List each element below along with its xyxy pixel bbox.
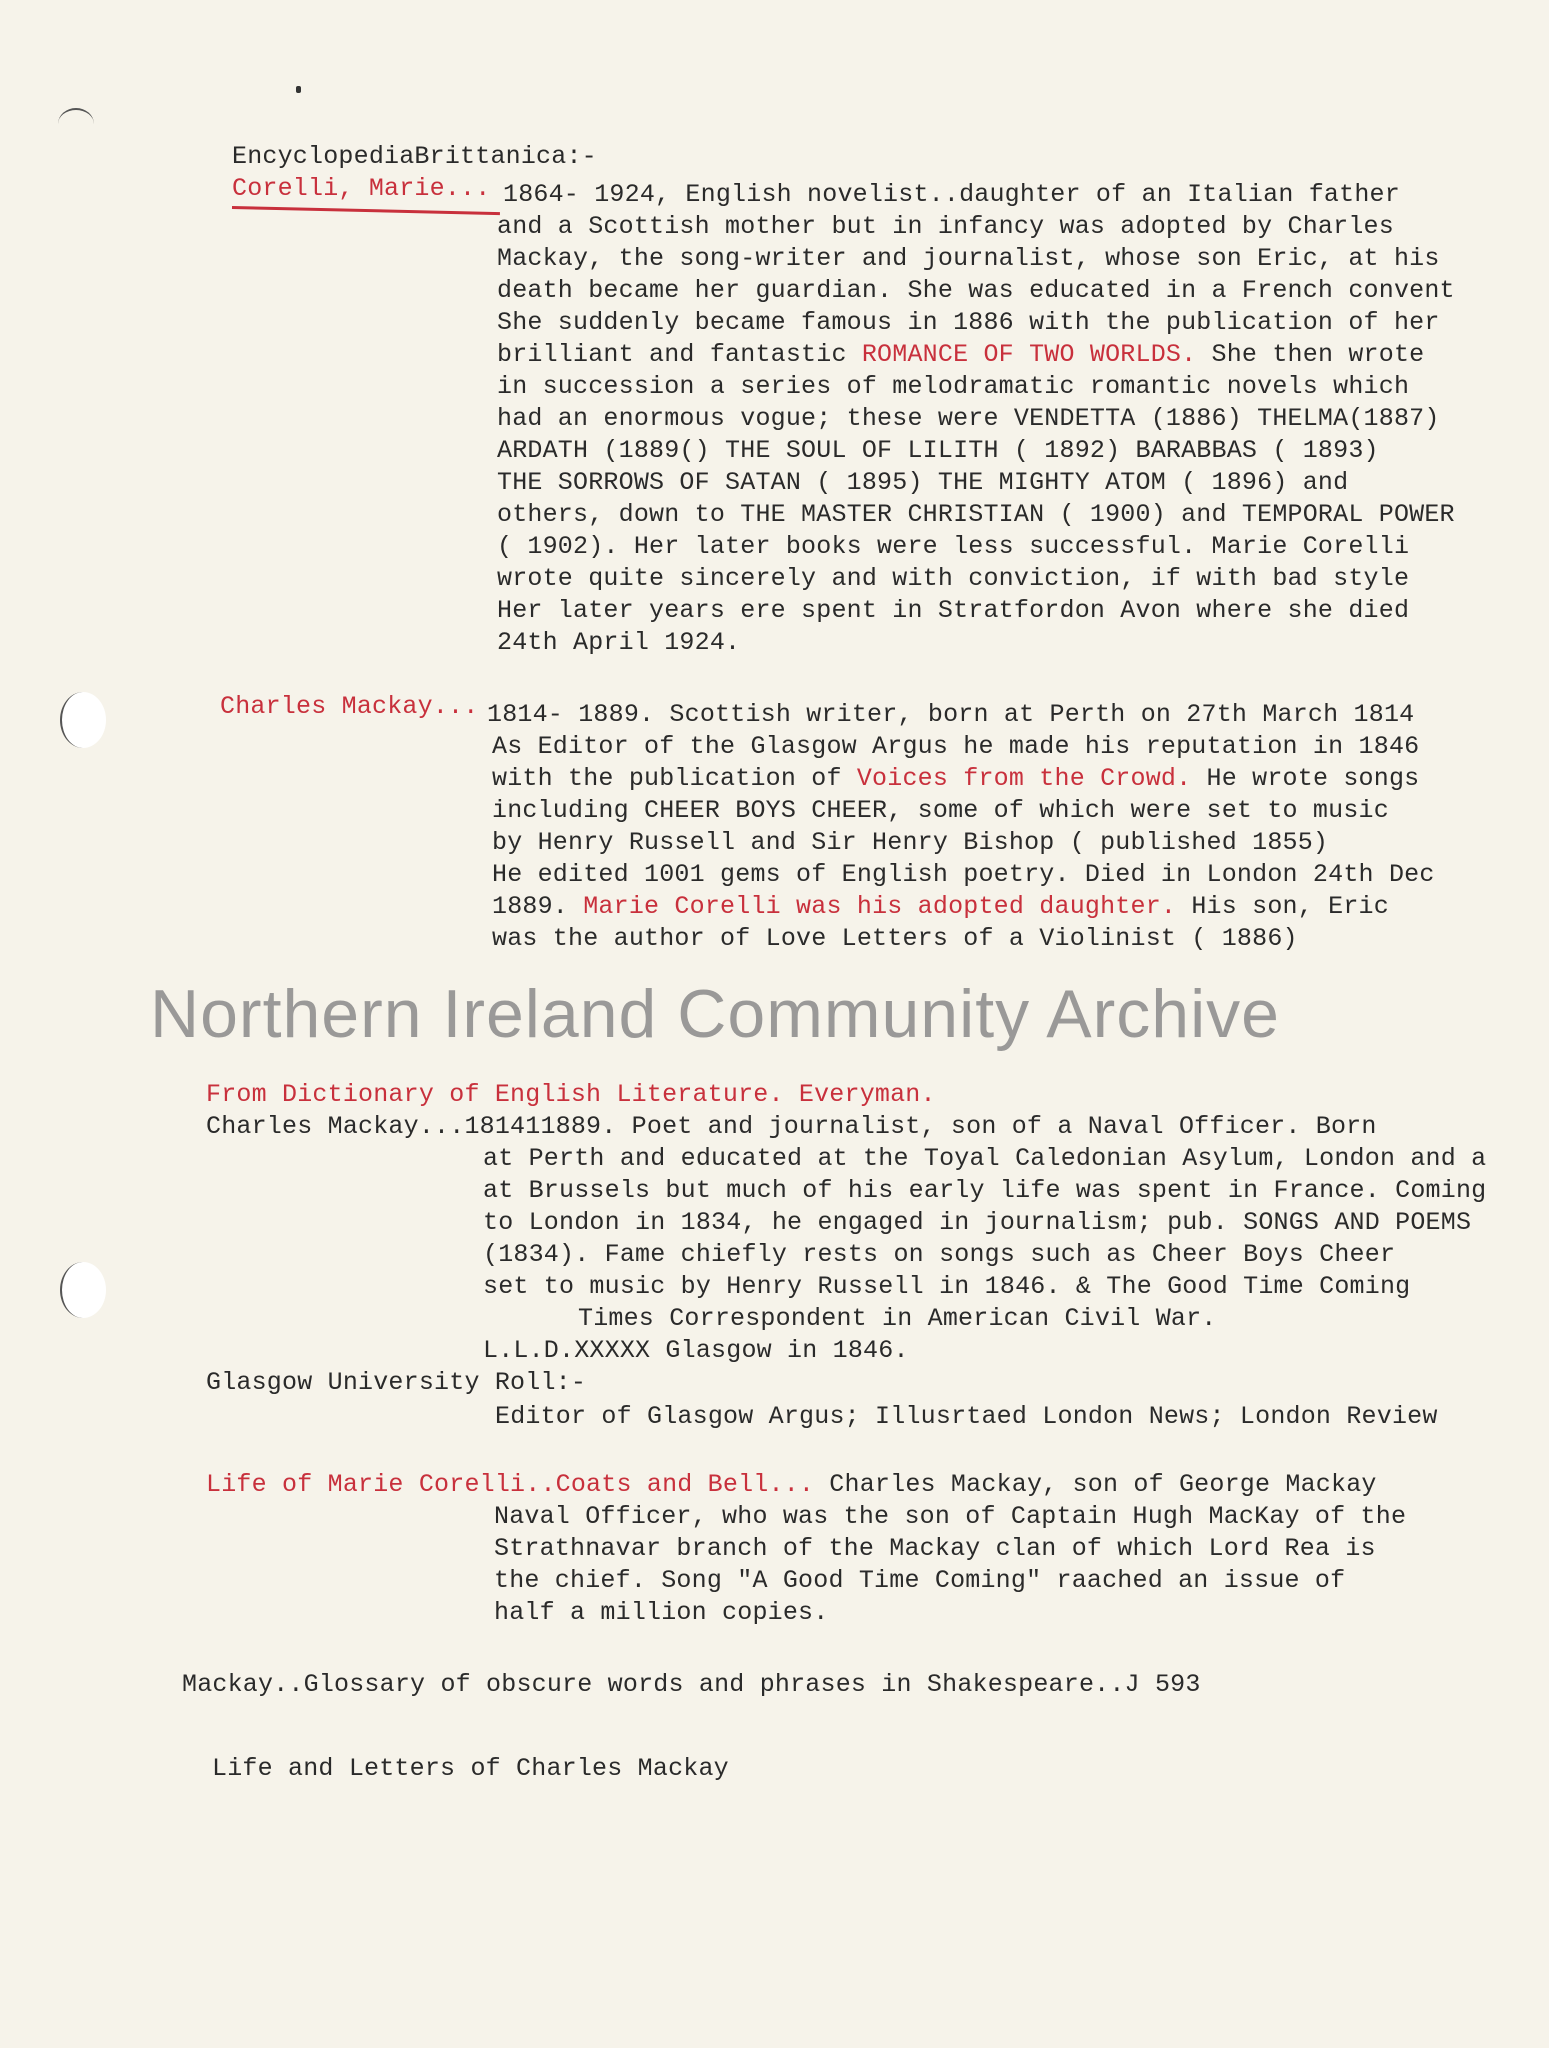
mackay-line: by Henry Russell and Sir Henry Bishop ( published 1855) bbox=[492, 828, 1329, 857]
life-heading: Life of Marie Corelli..Coats and Bell... Charles Mackay, son of George Mackay bbox=[206, 1470, 1377, 1499]
life-line: half a million copies. bbox=[494, 1598, 829, 1627]
life-line: Naval Officer, who was the son of Captain Hugh MacKay of the bbox=[494, 1502, 1407, 1531]
ink-speck bbox=[296, 86, 301, 93]
britannica-line: ARDATH (1889() THE SOUL OF LILITH ( 1892) BARABBAS ( 1893) bbox=[497, 436, 1379, 465]
dictionary-source: From Dictionary of English Literature. Everyman. bbox=[206, 1080, 936, 1109]
britannica-line: Her later years ere spent in Stratfordon Avon where she died bbox=[497, 596, 1410, 625]
mackay-line: was the author of Love Letters of a Violinist ( 1886) bbox=[492, 924, 1298, 953]
dictionary-line: L.L.D.XXXXX Glasgow in 1846. bbox=[483, 1336, 909, 1365]
dictionary-line: Charles Mackay...181411889. Poet and journalist, son of a Naval Officer. Born bbox=[206, 1112, 1377, 1141]
mackay-line: 1814- 1889. Scottish writer, born at Perth on 27th March 1814 bbox=[487, 700, 1415, 729]
dictionary-line: (1834). Fame chiefly rests on songs such as Cheer Boys Cheer bbox=[483, 1240, 1396, 1269]
britannica-line: had an enormous vogue; these were VENDETTA (1886) THELMA(1887) bbox=[497, 404, 1440, 433]
britannica-line: Mackay, the song-writer and journalist, whose son Eric, at his bbox=[497, 244, 1440, 273]
mackay-line: He edited 1001 gems of English poetry. Died in London 24th Dec bbox=[492, 860, 1435, 889]
britannica-line-romance: brilliant and fantastic ROMANCE OF TWO WORLDS. She then wrote bbox=[497, 340, 1425, 369]
britannica-line: wrote quite sincerely and with conviction, if with bad style bbox=[497, 564, 1410, 593]
life-line: Strathnavar branch of the Mackay clan of which Lord Rea is bbox=[494, 1534, 1376, 1563]
britannica-line: others, down to THE MASTER CHRISTIAN ( 1900) and TEMPORAL POWER bbox=[497, 500, 1455, 529]
dictionary-line: to London in 1834, he engaged in journalism; pub. SONGS AND POEMS bbox=[483, 1208, 1472, 1237]
dictionary-line: at Brussels but much of his early life was spent in France. Coming bbox=[483, 1176, 1487, 1205]
heading-underline bbox=[232, 206, 500, 215]
mackay-line-voices: with the publication of Voices from the Crowd. He wrote songs bbox=[492, 764, 1420, 793]
britannica-line: ( 1902). Her later books were less successful. Marie Corelli bbox=[497, 532, 1410, 561]
voices-title: Voices from the Crowd. bbox=[856, 764, 1192, 793]
punch-hole-lower bbox=[60, 1262, 106, 1318]
mackay-line-adopted: 1889. Marie Corelli was his adopted daughter. His son, Eric bbox=[492, 892, 1389, 921]
glasgow-line: Editor of Glasgow Argus; Illusrtaed London News; London Review bbox=[495, 1402, 1438, 1431]
punch-hole-upper bbox=[60, 692, 106, 748]
britannica-line: THE SORROWS OF SATAN ( 1895) THE MIGHTY ATOM ( 1896) and bbox=[497, 468, 1349, 497]
britannica-line: death became her guardian. She was educated in a French convent bbox=[497, 276, 1455, 305]
mackay-line: including CHEER BOYS CHEER, some of which were set to music bbox=[492, 796, 1389, 825]
britannica-source: EncyclopediaBrittanica:- bbox=[232, 142, 597, 171]
glasgow-source: Glasgow University Roll:- bbox=[206, 1368, 587, 1397]
britannica-line: She suddenly became famous in 1886 with the publication of her bbox=[497, 308, 1440, 337]
archive-watermark: Northern Ireland Community Archive bbox=[150, 976, 1281, 1052]
corelli-heading: Corelli, Marie... bbox=[232, 174, 491, 203]
life-line: the chief. Song "A Good Time Coming" raached an issue of bbox=[494, 1566, 1346, 1595]
dictionary-line: at Perth and educated at the Toyal Caledonian Asylum, London and a bbox=[483, 1144, 1487, 1173]
glossary-reference: Mackay..Glossary of obscure words and phrases in Shakespeare..J 593 bbox=[182, 1670, 1201, 1699]
britannica-line: and a Scottish mother but in infancy was adopted by Charles bbox=[497, 212, 1394, 241]
dictionary-line: set to music by Henry Russell in 1846. & The Good Time Coming bbox=[483, 1272, 1411, 1301]
mackay-heading: Charles Mackay... bbox=[220, 692, 479, 721]
mackay-line: As Editor of the Glasgow Argus he made his reputation in 1846 bbox=[492, 732, 1420, 761]
romance-title: ROMANCE OF TWO WORLDS. bbox=[861, 340, 1197, 369]
britannica-line: 24th April 1924. bbox=[497, 628, 741, 657]
punch-mark-top bbox=[58, 108, 94, 140]
britannica-line: 1864- 1924, English novelist..daughter of an Italian father bbox=[503, 180, 1400, 209]
adopted-daughter-note: Marie Corelli was his adopted daughter. bbox=[583, 892, 1177, 921]
dictionary-line: Times Correspondent in American Civil War. bbox=[578, 1304, 1217, 1333]
life-letters-reference: Life and Letters of Charles Mackay bbox=[212, 1754, 729, 1783]
britannica-line: in succession a series of melodramatic romantic novels which bbox=[497, 372, 1410, 401]
